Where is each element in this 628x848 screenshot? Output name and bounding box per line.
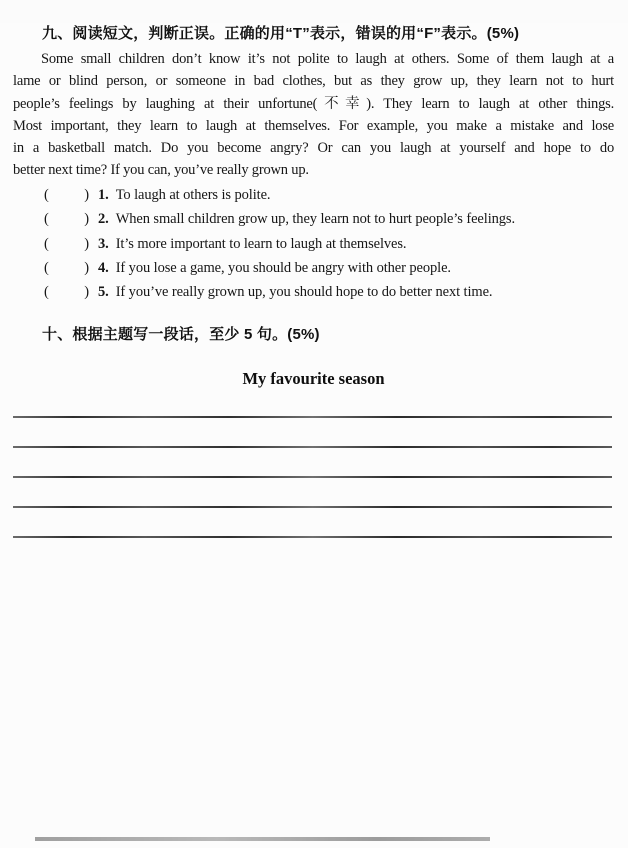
question-text: When small children grow up, they learn not to hurt people’s feelings. — [115, 211, 515, 228]
question-row — [13, 280, 614, 304]
question-row — [13, 232, 614, 256]
question-text: If you lose a game, you should be angry with other people. — [115, 259, 451, 276]
true-false-question-list — [13, 183, 614, 305]
close-paren: ) — [84, 284, 89, 301]
writing-lines — [13, 416, 614, 538]
writing-blank-line[interactable] — [13, 416, 612, 418]
answer-blank[interactable] — [44, 280, 89, 304]
answer-blank[interactable] — [44, 183, 89, 207]
question-row — [13, 256, 614, 280]
exam-paper-page — [0, 23, 628, 848]
open-paren: ( — [44, 235, 49, 252]
close-paren: ) — [84, 259, 89, 276]
passage-line: lame or blind person, or someone in bad clothes, but as they grow up, they learn not to hurt — [13, 73, 614, 90]
close-paren: ) — [84, 186, 89, 203]
passage-line: people’s feelings by laughing at their unfortune(不幸). They learn to laugh at other things. — [13, 95, 614, 112]
close-paren: ) — [84, 235, 89, 252]
answer-blank[interactable] — [44, 207, 89, 231]
question-number: 3. — [98, 235, 109, 252]
close-paren: ) — [84, 211, 89, 228]
writing-blank-line[interactable] — [13, 476, 612, 478]
section-nine-heading: 九、阅读短文，判断正误。正确的用“T”表示，错误的用“F”表示。(5%) — [42, 25, 520, 42]
question-text: It’s more important to learn to laugh at themselves. — [115, 235, 407, 252]
question-row — [13, 207, 614, 231]
reading-passage — [13, 48, 614, 182]
question-number: 4. — [98, 259, 109, 276]
writing-blank-line[interactable] — [13, 446, 612, 448]
scan-artifact-bar — [35, 837, 490, 841]
open-paren: ( — [44, 284, 49, 301]
answer-blank[interactable] — [44, 256, 89, 280]
question-row — [13, 183, 614, 207]
question-number: 5. — [98, 284, 109, 301]
writing-blank-line[interactable] — [13, 506, 612, 508]
question-number: 1. — [98, 186, 109, 203]
page-content — [0, 23, 628, 538]
open-paren: ( — [44, 186, 49, 203]
open-paren: ( — [44, 259, 49, 276]
passage-line: better next time? If you can, you’ve really grown up. — [13, 162, 309, 179]
answer-blank[interactable] — [44, 232, 89, 256]
writing-blank-line[interactable] — [13, 536, 612, 538]
section-ten-heading: 十、根据主题写一段话，至少 5 句。(5%) — [42, 325, 320, 343]
passage-line: in a basketball match. Do you become angry? Or can you laugh at yourself and hope to do — [13, 140, 614, 157]
essay-title: My favourite season — [242, 368, 385, 388]
passage-line: Most important, they learn to laugh at themselves. For example, you make a mistake and lose — [13, 117, 614, 134]
open-paren: ( — [44, 211, 49, 228]
passage-line: Some small children don’t know it’s not polite to laugh at others. Some of them laugh at a — [41, 51, 614, 67]
question-text: If you’ve really grown up, you should hope to do better next time. — [115, 284, 493, 301]
question-text: To laugh at others is polite. — [115, 186, 271, 203]
question-number: 2. — [98, 211, 109, 228]
